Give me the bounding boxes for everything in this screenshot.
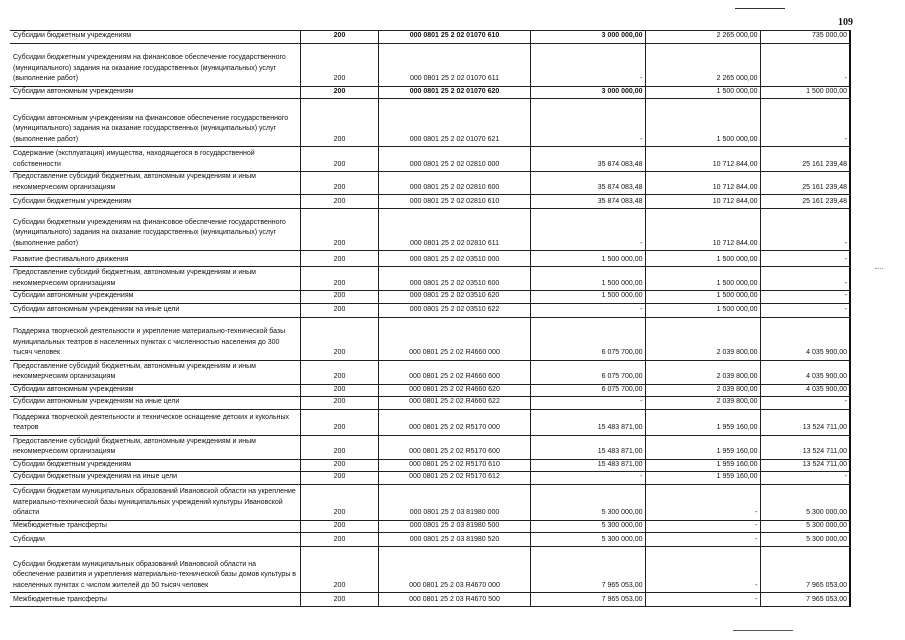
- row-code: 200: [300, 317, 378, 360]
- row-code: 200: [300, 291, 378, 304]
- row-value-3: 4 035 900,00: [760, 360, 850, 384]
- row-code: 200: [300, 484, 378, 520]
- row-kbk: 000 0801 25 2 03 81980 500: [378, 520, 530, 533]
- table-row: [10, 86, 850, 99]
- row-value-2: 1 500 000,00: [645, 251, 760, 267]
- row-value-2: 10 712 844,00: [645, 195, 760, 209]
- row-value-2: 1 500 000,00: [645, 267, 760, 291]
- row-name: Субсидии автономным учреждениям на финансовое обеспечение государственного (муниципального) задания на оказание государственных (муниципальных) услуг (выполнение работ): [10, 99, 300, 147]
- row-value-3: -: [760, 303, 850, 317]
- row-code: 200: [300, 593, 378, 607]
- row-value-2: 10 712 844,00: [645, 172, 760, 195]
- row-code: 200: [300, 303, 378, 317]
- table-row: [10, 317, 850, 360]
- row-kbk: 000 0801 25 2 03 R4670 500: [378, 593, 530, 607]
- row-code: 200: [300, 99, 378, 147]
- row-name: Субсидии автономным учреждениям: [10, 384, 300, 397]
- row-value-1: 15 483 871,00: [530, 435, 645, 459]
- scan-rule: [733, 630, 793, 631]
- row-name: Межбюджетные трансферты: [10, 520, 300, 533]
- row-value-2: 2 039 800,00: [645, 360, 760, 384]
- row-value-3: 5 300 000,00: [760, 484, 850, 520]
- row-code: 200: [300, 360, 378, 384]
- row-value-1: 3 000 000,00: [530, 31, 645, 44]
- table-row: [10, 291, 850, 304]
- row-code: 200: [300, 384, 378, 397]
- row-code: 200: [300, 267, 378, 291]
- row-code: 200: [300, 397, 378, 410]
- row-value-3: 7 965 053,00: [760, 593, 850, 607]
- row-code: 200: [300, 435, 378, 459]
- row-kbk: 000 0801 25 2 02 02810 611: [378, 209, 530, 251]
- row-value-2: 10 712 844,00: [645, 209, 760, 251]
- row-name: Развитие фестивального движения: [10, 251, 300, 267]
- row-kbk: 000 0801 25 2 02 R4660 000: [378, 317, 530, 360]
- scan-rule: [735, 8, 785, 9]
- row-code: 200: [300, 409, 378, 435]
- row-kbk: 000 0801 25 2 02 R5170 000: [378, 409, 530, 435]
- row-value-3: 5 300 000,00: [760, 533, 850, 547]
- row-name: Предоставление субсидий бюджетным, автономным учреждениям и иным некоммерческим организациям: [10, 360, 300, 384]
- row-value-2: 1 500 000,00: [645, 86, 760, 99]
- row-value-1: 1 500 000,00: [530, 251, 645, 267]
- row-value-2: 10 712 844,00: [645, 147, 760, 172]
- row-name: Содержание (эксплуатация) имущества, находящегося в государственной собственности: [10, 147, 300, 172]
- table-row: [10, 593, 850, 607]
- table-row: [10, 172, 850, 195]
- row-kbk: 000 0801 25 2 02 03510 600: [378, 267, 530, 291]
- row-value-1: -: [530, 303, 645, 317]
- row-value-2: -: [645, 593, 760, 607]
- row-value-2: 2 265 000,00: [645, 31, 760, 44]
- row-value-3: 7 965 053,00: [760, 547, 850, 593]
- row-value-2: 1 959 160,00: [645, 435, 760, 459]
- row-code: 200: [300, 472, 378, 485]
- row-name: Предоставление субсидий бюджетным, автономным учреждениям и иным некоммерческим организациям: [10, 172, 300, 195]
- row-value-1: -: [530, 397, 645, 410]
- row-value-3: 13 524 711,00: [760, 409, 850, 435]
- row-value-3: -: [760, 267, 850, 291]
- row-value-3: 25 161 239,48: [760, 195, 850, 209]
- table-row: [10, 303, 850, 317]
- row-kbk: 000 0801 25 2 02 02810 000: [378, 147, 530, 172]
- row-kbk: 000 0801 25 2 02 01070 610: [378, 31, 530, 44]
- row-kbk: 000 0801 25 2 02 R4660 620: [378, 384, 530, 397]
- row-code: 200: [300, 251, 378, 267]
- row-value-2: 1 500 000,00: [645, 303, 760, 317]
- table-row: [10, 397, 850, 410]
- row-value-1: 3 000 000,00: [530, 86, 645, 99]
- row-kbk: 000 0801 25 2 02 01070 620: [378, 86, 530, 99]
- row-name: Субсидии бюджетным учреждениям: [10, 195, 300, 209]
- row-value-2: -: [645, 547, 760, 593]
- row-kbk: 000 0801 25 2 02 03510 622: [378, 303, 530, 317]
- row-name: Предоставление субсидий бюджетным, автономным учреждениям и иным некоммерческим организациям: [10, 267, 300, 291]
- row-kbk: 000 0801 25 2 02 R5170 610: [378, 459, 530, 472]
- row-name: Поддержка творческой деятельности и укрепление материально-технической базы муниципальных театров в населенных пунктах с численностью населения до 300 тысяч человек: [10, 317, 300, 360]
- row-value-3: -: [760, 291, 850, 304]
- table-row: [10, 99, 850, 147]
- table-row: [10, 520, 850, 533]
- row-code: 200: [300, 86, 378, 99]
- row-value-3: 13 524 711,00: [760, 459, 850, 472]
- row-code: 200: [300, 533, 378, 547]
- row-value-1: -: [530, 43, 645, 86]
- row-value-2: 2 039 800,00: [645, 397, 760, 410]
- row-value-2: 1 959 160,00: [645, 459, 760, 472]
- table-row: [10, 533, 850, 547]
- row-value-1: 1 500 000,00: [530, 291, 645, 304]
- row-value-2: 2 265 000,00: [645, 43, 760, 86]
- row-name: Предоставление субсидий бюджетным, автономным учреждениям и иным некоммерческим организациям: [10, 435, 300, 459]
- row-value-3: -: [760, 472, 850, 485]
- table-row: [10, 209, 850, 251]
- row-kbk: 000 0801 25 2 02 R4660 622: [378, 397, 530, 410]
- budget-table: [10, 30, 851, 607]
- row-kbk: 000 0801 25 2 02 03510 620: [378, 291, 530, 304]
- row-value-2: 1 959 160,00: [645, 409, 760, 435]
- row-code: 200: [300, 547, 378, 593]
- row-kbk: 000 0801 25 2 03 81980 000: [378, 484, 530, 520]
- row-kbk: 000 0801 25 2 03 R4670 000: [378, 547, 530, 593]
- row-name: Субсидии бюджетным учреждениям: [10, 459, 300, 472]
- row-value-1: -: [530, 99, 645, 147]
- row-code: 200: [300, 520, 378, 533]
- row-value-2: 2 039 800,00: [645, 384, 760, 397]
- row-name: Межбюджетные трансферты: [10, 593, 300, 607]
- page-number: 109: [838, 17, 853, 28]
- row-value-3: -: [760, 99, 850, 147]
- row-value-1: 7 965 053,00: [530, 593, 645, 607]
- row-value-3: 5 300 000,00: [760, 520, 850, 533]
- row-name: Субсидии бюджетным учреждениям: [10, 31, 300, 44]
- table-row: [10, 43, 850, 86]
- row-name: Субсидии бюджетам муниципальных образований Ивановской области на обеспечение развития и укрепления материально-технической базы домов культуры в населенных пунктах с числом жителей до 50 тысяч человек: [10, 547, 300, 593]
- row-value-3: 25 161 239,48: [760, 147, 850, 172]
- row-kbk: 000 0801 25 2 02 R4660 600: [378, 360, 530, 384]
- row-value-1: 5 300 000,00: [530, 520, 645, 533]
- row-code: 200: [300, 31, 378, 44]
- row-value-2: 2 039 800,00: [645, 317, 760, 360]
- row-value-2: -: [645, 520, 760, 533]
- row-value-1: 5 300 000,00: [530, 533, 645, 547]
- row-name: Субсидии бюджетным учреждениям на иные цели: [10, 472, 300, 485]
- table-row: [10, 147, 850, 172]
- row-name: Субсидии автономным учреждениям: [10, 86, 300, 99]
- row-value-1: 6 075 700,00: [530, 384, 645, 397]
- row-code: 200: [300, 209, 378, 251]
- table-row: [10, 267, 850, 291]
- row-name: Поддержка творческой деятельности и техническое оснащение детских и кукольных театров: [10, 409, 300, 435]
- row-kbk: 000 0801 25 2 02 02810 610: [378, 195, 530, 209]
- row-value-3: -: [760, 209, 850, 251]
- row-value-1: 7 965 053,00: [530, 547, 645, 593]
- row-code: 200: [300, 195, 378, 209]
- row-value-1: 35 874 083,48: [530, 195, 645, 209]
- table-row: [10, 472, 850, 485]
- table-row: [10, 409, 850, 435]
- row-value-1: 5 300 000,00: [530, 484, 645, 520]
- row-code: 200: [300, 172, 378, 195]
- row-value-2: -: [645, 484, 760, 520]
- row-value-1: 6 075 700,00: [530, 360, 645, 384]
- row-name: Субсидии автономным учреждениям на иные цели: [10, 397, 300, 410]
- row-kbk: 000 0801 25 2 03 81980 520: [378, 533, 530, 547]
- table-row: [10, 435, 850, 459]
- row-value-3: -: [760, 43, 850, 86]
- row-value-3: 4 035 900,00: [760, 317, 850, 360]
- row-value-3: -: [760, 251, 850, 267]
- row-value-2: -: [645, 533, 760, 547]
- row-value-3: 735 000,00: [760, 31, 850, 44]
- scan-speck: [875, 268, 883, 271]
- row-value-1: 15 483 871,00: [530, 409, 645, 435]
- row-value-3: -: [760, 397, 850, 410]
- row-value-3: 13 524 711,00: [760, 435, 850, 459]
- table-row: [10, 31, 850, 44]
- row-name: Субсидии бюджетным учреждениям на финансовое обеспечение государственного (муниципального) задания на оказание государственных (муниципальных) услуг (выполнение работ): [10, 209, 300, 251]
- row-name: Субсидии автономным учреждениям на иные цели: [10, 303, 300, 317]
- row-code: 200: [300, 43, 378, 86]
- row-value-3: 4 035 900,00: [760, 384, 850, 397]
- table-row: [10, 459, 850, 472]
- table-row: [10, 484, 850, 520]
- row-code: 200: [300, 147, 378, 172]
- row-value-2: 1 500 000,00: [645, 291, 760, 304]
- row-kbk: 000 0801 25 2 02 03510 000: [378, 251, 530, 267]
- row-value-2: 1 500 000,00: [645, 99, 760, 147]
- row-kbk: 000 0801 25 2 02 R5170 612: [378, 472, 530, 485]
- row-kbk: 000 0801 25 2 02 R5170 600: [378, 435, 530, 459]
- table-row: [10, 547, 850, 593]
- row-kbk: 000 0801 25 2 02 01070 611: [378, 43, 530, 86]
- table-row: [10, 360, 850, 384]
- row-value-2: 1 959 160,00: [645, 472, 760, 485]
- table-row: [10, 195, 850, 209]
- row-value-1: 15 483 871,00: [530, 459, 645, 472]
- row-value-1: 35 874 083,48: [530, 147, 645, 172]
- row-code: 200: [300, 459, 378, 472]
- row-value-1: 1 500 000,00: [530, 267, 645, 291]
- row-value-3: 25 161 239,48: [760, 172, 850, 195]
- row-kbk: 000 0801 25 2 02 01070 621: [378, 99, 530, 147]
- table-row: [10, 384, 850, 397]
- row-name: Субсидии бюджетным учреждениям на финансовое обеспечение государственного (муниципального) задания на оказание государственных (муниципальных) услуг (выполнение работ): [10, 43, 300, 86]
- row-value-1: 6 075 700,00: [530, 317, 645, 360]
- row-value-1: 35 874 083,48: [530, 172, 645, 195]
- row-value-1: -: [530, 472, 645, 485]
- row-name: Субсидии автономным учреждениям: [10, 291, 300, 304]
- row-name: Субсидии: [10, 533, 300, 547]
- row-name: Субсидии бюджетам муниципальных образований Ивановской области на укрепление материально-технической базы муниципальных учреждений культуры Ивановской области: [10, 484, 300, 520]
- row-value-1: -: [530, 209, 645, 251]
- table-row: [10, 251, 850, 267]
- row-value-3: 1 500 000,00: [760, 86, 850, 99]
- row-kbk: 000 0801 25 2 02 02810 600: [378, 172, 530, 195]
